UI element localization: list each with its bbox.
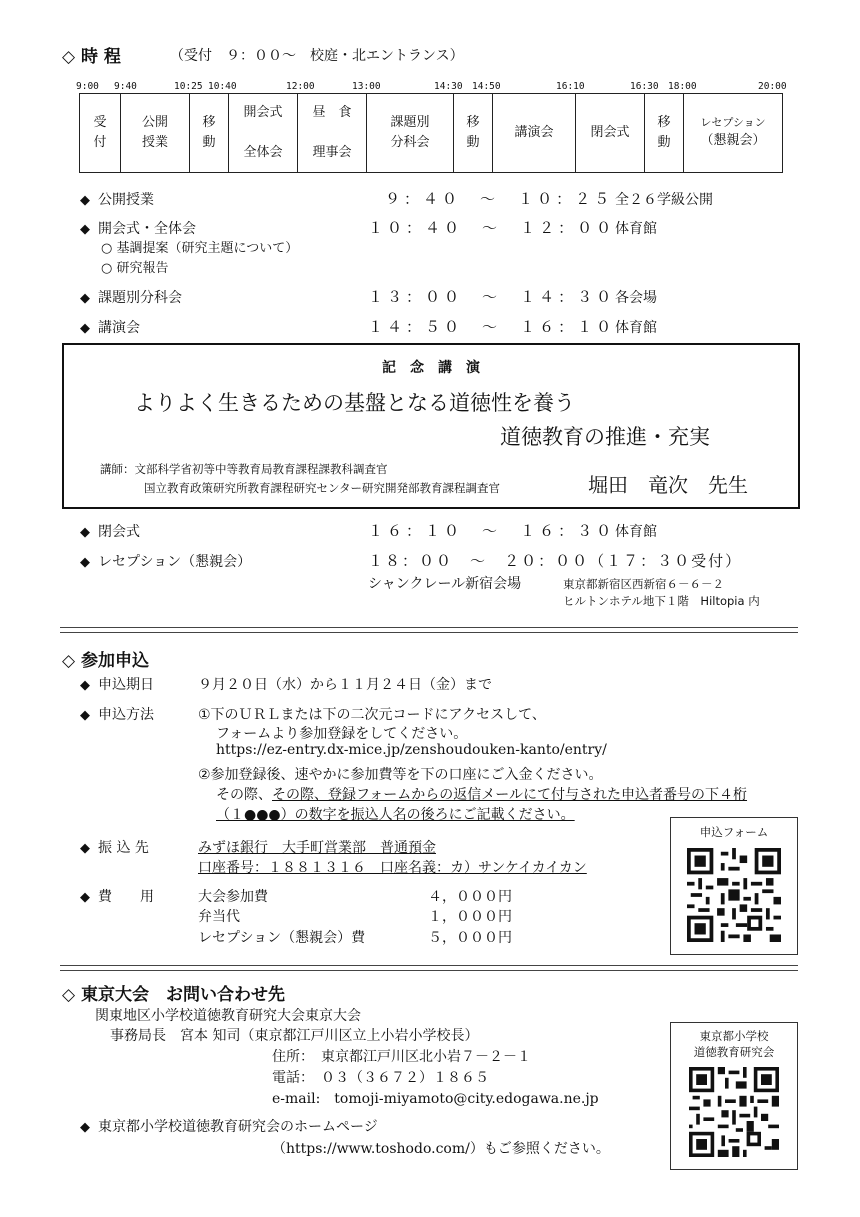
apply-url-link[interactable]: https://ez-entry.dx-mice.jp/zenshoudouken-kanto/entry/ [216,742,607,758]
contact-qr-box [670,1022,798,1170]
schedule-timeline [79,93,783,173]
timeline-cell: 課題別 分科会 [367,94,454,173]
venue-address-2: ヒルトンホテル地下１階 Hiltopia 内 [563,594,760,608]
program-time: １０：４０ ～ １２：００ [368,219,616,237]
contact-org: 関東地区小学校道徳教育研究大会東京大会 [95,1008,361,1024]
program-time: １４：５０ ～ １６：１０ [368,318,616,336]
bank-name: みずほ銀行 大手町営業部 普通預金 [198,840,436,856]
timeline-cell: 閉会式 [576,94,645,173]
fee-name: 大会参加費 [198,889,268,905]
contact-office: 事務局長 宮本 知司（東京都江戸川区立上小岩小学校長） [110,1028,479,1044]
bank-label: ◆ 振 込 先 [80,840,149,856]
fee-amount: ５，０００円 [428,930,512,946]
program-place: 体育館 [615,320,657,336]
tick-label: 16:30 [630,81,659,92]
speaker-role: 講師：文部科学省初等中等教育局教育課程課教科調査官 [100,462,388,476]
lecture-heading: 記 念 講 演 [382,360,480,376]
speaker-name: 堀田 竜次 先生 [588,473,748,497]
qr-caption: 東京都小学校 [699,1029,769,1043]
program-place: 体育館 [615,524,657,540]
program-place: 体育館 [615,221,657,237]
schedule-heading: ◇ 時 程 [62,47,121,67]
apply-period: ９月２０日（水）から１１月２４日（金）まで [198,677,492,693]
tick-label: 18:00 [668,81,697,92]
lecture-subtitle: 道徳教育の推進・充実 [500,425,710,449]
reception-note: （受付 ９：００～ 校庭・北エントランス） [170,48,464,64]
fee-name: レセプション（懇親会）費 [198,930,366,946]
tick-label: 16:10 [556,81,585,92]
timeline-cell: レセプション （懇親会） [684,94,783,173]
apply-method-note-2: （１●●●）の数字を振込人名の後ろにご記載ください。 [216,807,575,823]
apply-period-label: ◆ 申込期日 [80,677,154,693]
tick-label: 14:30 [434,81,463,92]
apply-heading: ◇ 参加申込 [62,651,149,671]
program-time: １６：１０ ～ １６：３０ [368,522,616,540]
program-item: ◆ 開会式・全体会 [80,221,196,237]
venue-name: シャンクレール新宿会場 [368,576,522,592]
fee-name: 弁当代 [198,909,240,925]
program-item: ◆ 公開授業 [80,192,154,208]
program-item: ◆ 閉会式 [80,524,140,540]
qr-caption-2: 道徳教育研究会 [693,1045,775,1059]
divider [60,627,798,633]
contact-heading: ◇ 東京大会 お問い合わせ先 [62,985,285,1005]
apply-method-line: フォームより参加登録をしてください。 [216,726,468,742]
timeline-cell: 受 付 [80,94,121,173]
tick-label: 10:25 [174,81,203,92]
tick-label: 9:40 [114,81,137,92]
speaker-role-2: 国立教育政策研究所教育課程研究センター研究開発部教育課程調査官 [144,481,501,495]
program-time: １３：００ ～ １４：３０ [368,288,616,306]
apply-method-line: ①下のＵＲＬまたは下の二次元コードにアクセスして、 [198,707,546,723]
lecture-box [62,343,800,509]
timeline-cell: 移 動 [645,94,684,173]
contact-address: 住所： 東京都江戸川区北小岩７－２－１ [272,1049,531,1065]
timeline-cell: 移 動 [454,94,493,173]
program-place: 全２６学級公開 [615,192,713,208]
program-item: ◆ レセプション（懇親会） [80,554,252,570]
tick-label: 12:00 [286,81,315,92]
timeline-cell: 講演会 [493,94,576,173]
timeline-cell: 昼 食 理事会 [298,94,367,173]
tick-label: 14:50 [472,81,501,92]
timeline-cell: 公開 授業 [121,94,190,173]
tick-label: 13:00 [352,81,381,92]
timeline-cell: 移 動 [190,94,229,173]
apply-method-note: その際、その際、登録フォームからの返信メールにて付与された申込者番号の下４桁 [216,787,748,803]
program-time: １８：００ ～ ２０：００（１７：３０受付） [368,552,743,570]
program-item: ◆ 講演会 [80,320,140,336]
bank-account: 口座番号：１８８１３１６ 口座名義：カ）サンケイカイカン [198,860,587,876]
apply-method-line: ②参加登録後、速やかに参加費等を下の口座にご入金ください。 [198,767,603,783]
program-item: ◆ 課題別分科会 [80,290,182,306]
contact-hp-line: ◆ 東京都小学校道徳教育研究会のホームページ [80,1119,378,1135]
program-time: ９：４０ ～ １０：２５ [385,190,614,208]
tick-label: 20:00 [758,81,787,92]
divider [60,965,798,971]
tick-label: 10:40 [208,81,237,92]
apply-form-qr-code[interactable] [687,848,781,942]
contact-email-link[interactable]: e-mail: tomoji-miyamoto@city.edogawa.ne.jp [272,1091,599,1107]
qr-caption: 申込フォーム [699,825,769,839]
contact-hp-link[interactable]: （https://www.toshodo.com/）もご参照ください。 [272,1141,610,1157]
venue-address: 東京都新宿区西新宿６－６－２ [563,577,724,591]
lecture-title: よりよく生きるための基盤となる道徳性を養う [134,391,575,415]
fee-label: ◆ 費 用 [80,889,154,905]
program-sub: ○ 研究報告 [101,261,169,276]
apply-method-label: ◆ 申込方法 [80,707,154,723]
apply-qr-box [670,817,798,955]
society-qr-code[interactable] [689,1067,779,1157]
contact-tel: 電話： ０３（３６７２）１８６５ [272,1070,489,1086]
fee-amount: １，０００円 [428,909,512,925]
program-sub: ○ 基調提案（研究主題について） [101,241,299,256]
program-place: 各会場 [615,290,657,306]
tick-label: 9:00 [76,81,99,92]
fee-amount: ４，０００円 [428,889,512,905]
timeline-cell: 開会式 全体会 [229,94,298,173]
